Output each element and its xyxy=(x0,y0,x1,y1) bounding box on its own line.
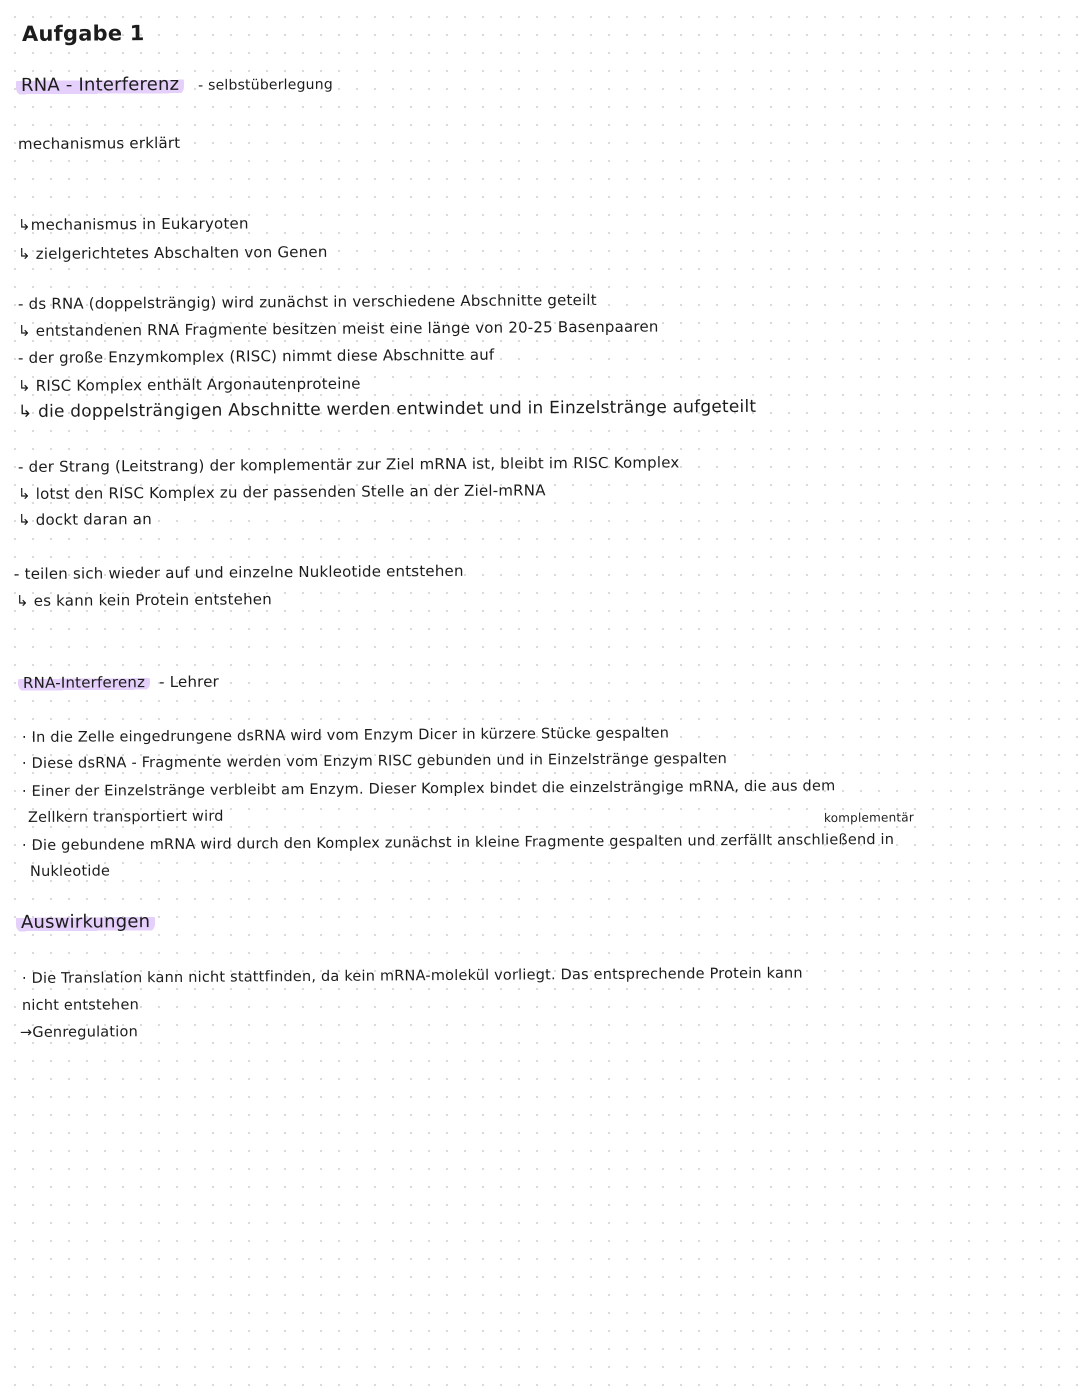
section1-title: RNA - Interferenz xyxy=(16,74,184,96)
bullet-1: · Diese dsRNA - Fragmente werden vom Enzym RISC gebunden und in Einzelstränge gespalten xyxy=(21,751,728,772)
para1-line-0 xyxy=(18,290,597,314)
line1-1: ↳ zielgerichtetes Abschalten von Genen xyxy=(17,242,328,263)
bullet-2-cont: Zellkern transportiert wird xyxy=(27,808,224,826)
para3-line-0: - teilen sich wieder auf und einzelne Nukleotide entstehen xyxy=(13,561,464,583)
para1-line-1: ↳ entstandenen RNA Fragmente besitzen meist eine länge von 20-25 Basenpaaren xyxy=(17,317,659,340)
effect-1: nicht entstehen xyxy=(21,997,139,1014)
section3-title: Auswirkungen xyxy=(16,911,155,933)
section1-suffix: - selbstüberlegung xyxy=(198,76,333,94)
para2-line-2: ↳ dockt daran an xyxy=(17,510,152,529)
section1-header xyxy=(16,74,333,97)
section2-title: RNA-Interferenz xyxy=(18,673,150,692)
effect-0: · Die Translation kann nicht stattfinden, da kein mRNA-molekül vorliegt. Das entsprechende Protein kann xyxy=(21,965,803,987)
para1-line-4: ↳ die doppelsträngigen Abschnitte werden entwindet und in Einzelstränge aufgeteilt xyxy=(17,396,757,422)
bullet-0: · In die Zelle eingedrungene dsRNA wird vom Enzym Dicer in kürzere Stücke gespalten xyxy=(21,725,670,746)
bullet-3: · Die gebundene mRNA wird durch den Komplex zunächst in kleine Fragmente gespalten und zerfällt anschließend in xyxy=(21,831,895,854)
bullet-2-annotation: komplementär xyxy=(823,810,915,825)
section3-header xyxy=(16,912,155,933)
para2-line-1: ↳ lotst den RISC Komplex zu der passenden Stelle an der Ziel-mRNA xyxy=(17,481,546,503)
heading-text: Aufgabe 1 xyxy=(21,21,145,46)
section2-header xyxy=(18,672,219,693)
bullet-3-cont: Nukleotide xyxy=(29,863,111,880)
effect-2: →Genregulation xyxy=(19,1024,139,1041)
section1-note: mechanismus erklärt xyxy=(17,133,181,153)
para1-line-0-text: - ds RNA (doppelsträngig) wird zunächst in verschiedene Abschnitte geteilt xyxy=(17,290,597,313)
section2-suffix: - Lehrer xyxy=(159,672,220,692)
para1-line-3: ↳ RISC Komplex enthält Argonautenproteine xyxy=(17,374,361,395)
para2-line-0: - der Strang (Leitstrang) der komplementär zur Ziel mRNA ist, bleibt im RISC Komplex xyxy=(17,453,680,476)
line1-0: ↳mechanismus in Eukaryoten xyxy=(17,214,249,234)
bullet-2: · Einer der Einzelstränge verbleibt am Enzym. Dieser Komplex bindet die einzelsträngige mRNA, die aus dem xyxy=(21,778,836,800)
heading xyxy=(22,23,145,44)
para1-line-2: - der große Enzymkomplex (RISC) nimmt diese Abschnitte auf xyxy=(17,345,495,367)
para3-line-1: ↳ es kann kein Protein entstehen xyxy=(15,590,272,610)
